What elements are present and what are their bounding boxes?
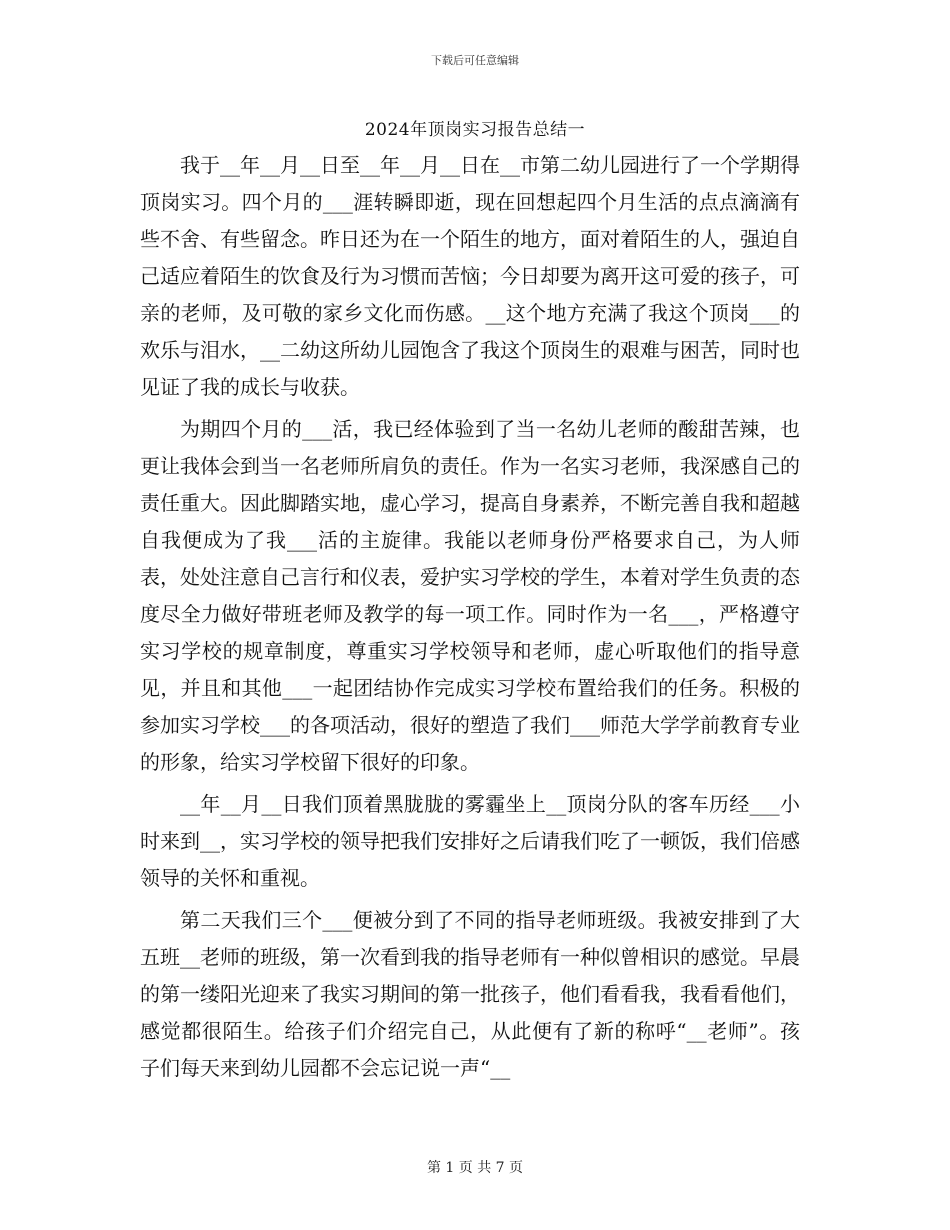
- header-note: 下载后可任意编辑: [431, 54, 519, 67]
- paragraph-1: 我于__年__月__日至__年__月__日在__市第二幼儿园进行了一个学期得顶岗实习。四个月的___涯转瞬即逝，现在回想起四个月生活的点点滴滴有些不舍、有些留念。昨日还为在一个陌生的地方，面对着陌生的人，强迫自己适应着陌生的饮食及行为习惯而苦恼；今日却要为离开这可爱的孩子，可亲的老师，及可敬的家乡文化而伤感。__这个地方充满了我这个顶岗___的欢乐与泪水，__二幼这所幼儿园饱含了我这个顶岗生的艰难与困苦，同时也见证了我的成长与收获。: [140, 153, 800, 399]
- paragraph-2: 为期四个月的___活，我已经体验到了当一名幼儿老师的酸甜苦辣，也更让我体会到当一名老师所肩负的责任。作为一名实习老师，我深感自己的责任重大。因此脚踏实地，虚心学习，提高自身素养，不断完善自我和超越自我便成为了我___活的主旋律。我能以老师身份严格要求自己，为人师表，处处注意自己言行和仪表，爱护实习学校的学生，本着对学生负责的态度尽全力做好带班老师及教学的每一项工作。同时作为一名___，严格遵守实习学校的规章制度，尊重实习学校领导和老师，虚心听取他们的指导意见，并且和其他___一起团结协作完成实习学校布置给我们的任务。积极的参加实习学校___的各项活动，很好的塑造了我们___师范大学学前教育专业的形象，给实习学校留下很好的印象。: [140, 417, 800, 774]
- document-body: [140, 147, 800, 1092]
- paragraph-3: __年__月__日我们顶着黑胧胧的雾霾坐上__顶岗分队的客车历经___小时来到__，实习学校的领导把我们安排好之后请我们吃了一顿饭，我们倍感领导的关怀和重视。: [140, 792, 800, 890]
- document-title: 2024年顶岗实习报告总结一: [364, 120, 586, 140]
- paragraph-4: 第二天我们三个___便被分到了不同的指导老师班级。我被安排到了大五班__老师的班级，第一次看到我的指导老师有一种似曾相识的感觉。早晨的第一缕阳光迎来了我实习期间的第一批孩子，他们看看我，我看看他们，感觉都很陌生。给孩子们介绍完自己，从此便有了新的称呼“__老师”。孩子们每天来到幼儿园都不会忘记说一声“__: [140, 908, 800, 1080]
- page-indicator: 第 1 页 共 7 页: [426, 1160, 524, 1176]
